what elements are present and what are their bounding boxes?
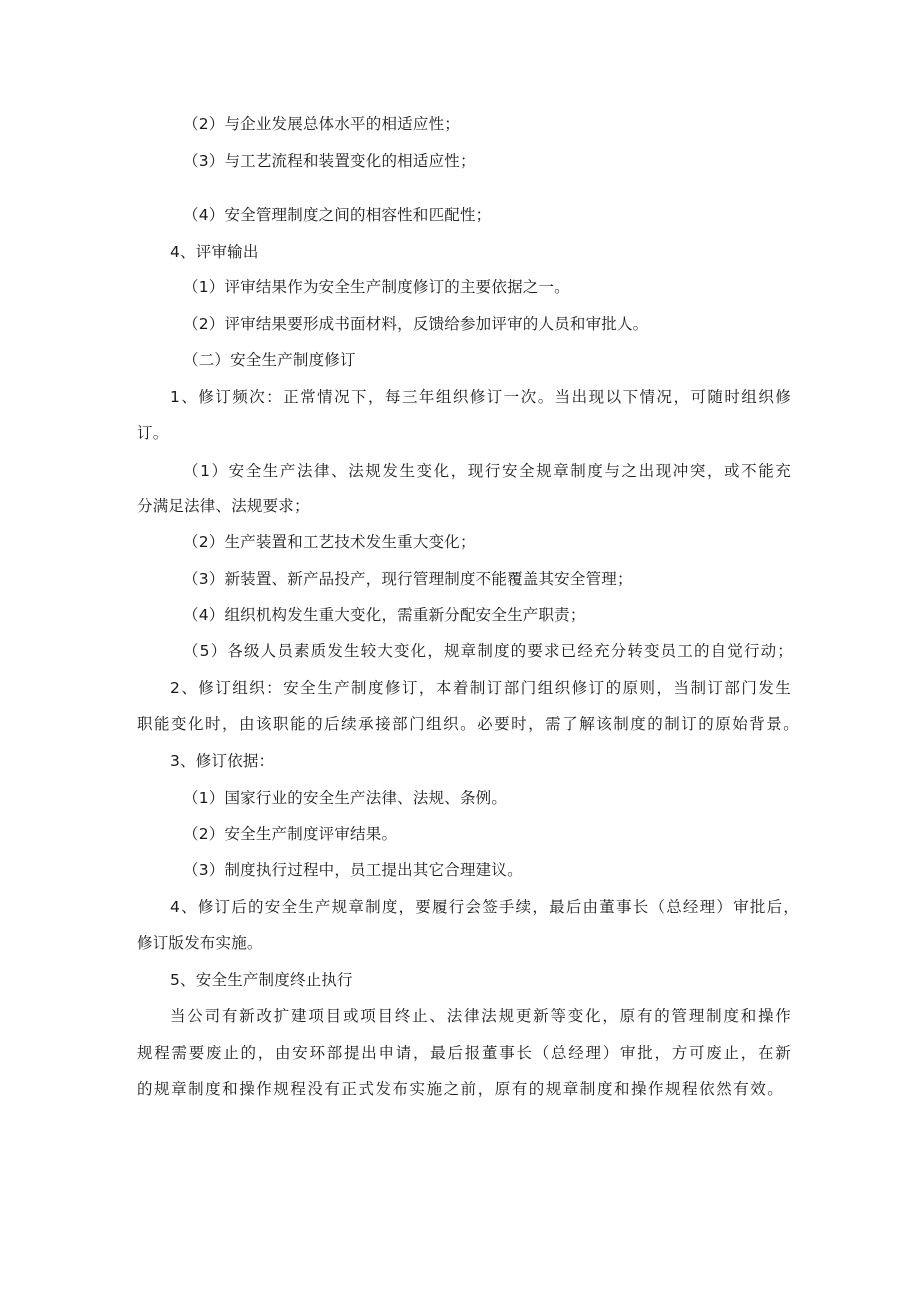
revised-regulations-cont: 修订版发布实施。 [137, 934, 263, 952]
section-termination: 5、安全生产制度终止执行 [170, 971, 353, 989]
revision-frequency: 1、修订频次：正常情况下，每三年组织修订一次。当出现以下情况，可随时组织修 [170, 388, 791, 406]
revision-organization-cont: 职能变化时，由该职能的后续承接部门组织。必要时，需了解该制度的制订的原始背景。 [137, 715, 799, 733]
revision-frequency-cont: 订。 [137, 424, 169, 442]
basis-item-1: （1）国家行业的安全生产法律、法规、条例。 [183, 789, 508, 807]
output-item-1: （1）评审结果作为安全生产制度修订的主要依据之一。 [183, 278, 570, 296]
condition-item-3: （3）新装置、新产品投产，现行管理制度不能覆盖其安全管理； [183, 570, 633, 588]
condition-item-1: （1）安全生产法律、法规发生变化，现行安全规章制度与之出现冲突，或不能充 [183, 462, 791, 480]
revision-organization: 2、修订组织：安全生产制度修订，本着制订部门组织修订的原则，当制订部门发生 [170, 679, 791, 697]
condition-item-1-cont: 分满足法律、法规要求； [137, 497, 310, 515]
output-item-2: （2）评审结果要形成书面材料，反馈给参加评审的人员和审批人。 [183, 315, 649, 333]
revised-regulations: 4、修订后的安全生产规章制度，要履行会签手续，最后由董事长（总经理）审批后， [170, 898, 799, 916]
basis-item-3: （3）制度执行过程中，员工提出其它合理建议。 [183, 861, 523, 879]
termination-paragraph-3: 的规章制度和操作规程没有正式发布实施之前，原有的规章制度和操作规程依然有效。 [137, 1080, 783, 1098]
condition-item-4: （4）组织机构发生重大变化，需重新分配安全生产职责； [183, 606, 586, 624]
condition-item-2: （2）生产装置和工艺技术发生重大变化； [183, 533, 476, 551]
section-review-output: 4、评审输出 [170, 243, 259, 261]
termination-paragraph-2: 规程需要废止的，由安环部提出申请，最后报董事长（总经理）审批，方可废止，在新 [137, 1044, 791, 1062]
termination-paragraph-1: 当公司有新改扩建项目或项目终止、法律法规更新等变化，原有的管理制度和操作 [170, 1007, 791, 1025]
basis-item-2: （2）安全生产制度评审结果。 [183, 825, 398, 843]
review-item-2: （2）与企业发展总体水平的相适应性； [183, 115, 460, 133]
review-item-4: （4）安全管理制度之间的相容性和匹配性； [183, 206, 492, 224]
condition-item-5: （5）各级人员素质发生较大变化，规章制度的要求已经充分转变员工的自觉行动； [183, 642, 793, 660]
revision-basis: 3、修订依据： [170, 752, 275, 770]
heading-revision: （二）安全生产制度修订 [183, 351, 356, 369]
review-item-3: （3）与工艺流程和装置变化的相适应性； [183, 152, 476, 170]
